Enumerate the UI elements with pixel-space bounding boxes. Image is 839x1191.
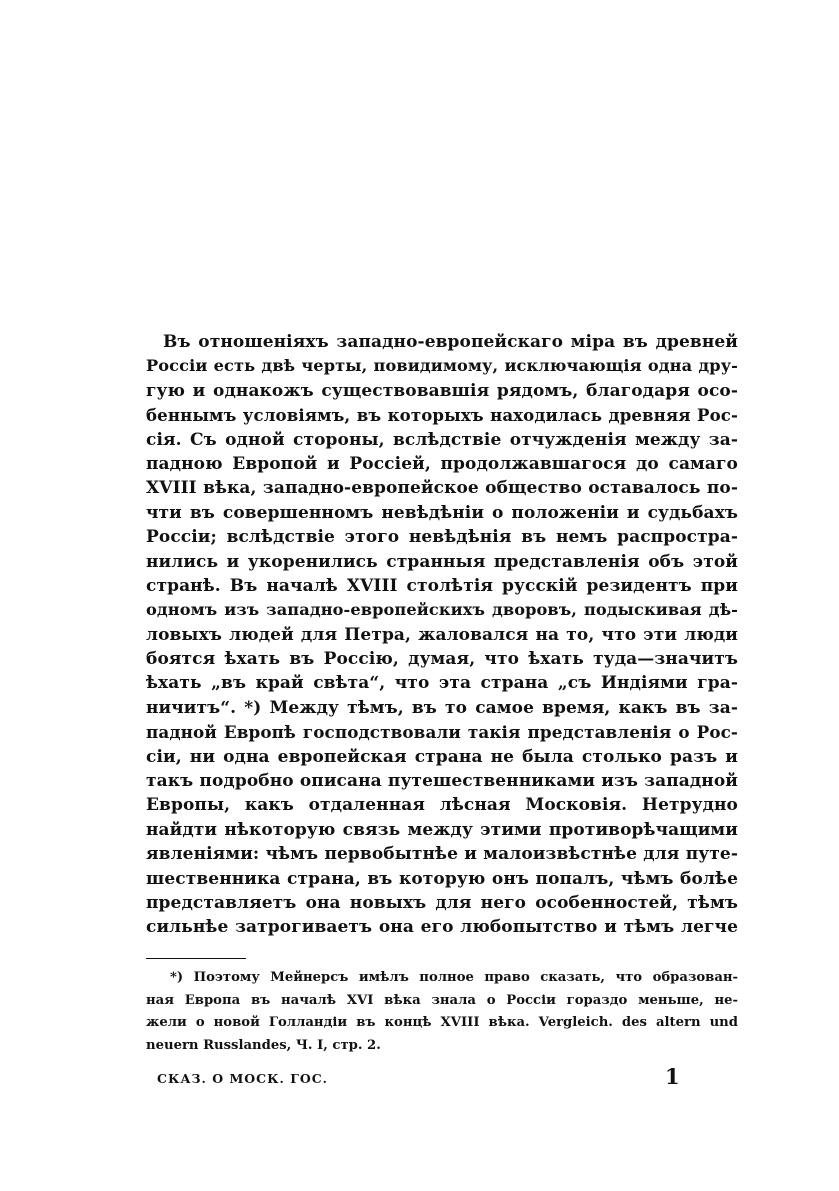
text-line: Россіи; вслѣдствіе этого невѣдѣнія въ немъ распростра- <box>146 527 738 548</box>
text-line: XVIII вѣка, западно-европейское общество оставалось по- <box>146 478 738 499</box>
text-line: гую и однакожъ существовавшія рядомъ, благодаря осо- <box>146 380 738 401</box>
text-line: такъ подробно описана путешественниками изъ западной <box>146 771 738 792</box>
text-line: сильнѣе затрогиваетъ она его любопытство и тѣмъ легче <box>146 917 738 938</box>
page-number: 1 <box>665 1064 680 1089</box>
text-line: падной Европѣ господствовали такія представленія о Рос- <box>146 722 738 743</box>
text-line: шественника страна, въ которую онъ попалъ, чѣмъ болѣе <box>146 868 738 889</box>
footnote <box>146 967 738 1057</box>
text-line: нились и укоренились странныя представленія объ этой <box>146 551 738 572</box>
text-line: Въ отношеніяхъ западно-европейскаго міра въ древней <box>163 332 738 352</box>
footnote-line: ная Европа въ началѣ XVI вѣка знала о Россіи гораздо меньше, не- <box>146 992 738 1008</box>
text-line: найдти нѣкоторую связь между этими противорѣчащими <box>146 819 738 840</box>
text-line: Россіи есть двѣ черты, повидимому, исключающія одна дру- <box>146 356 738 376</box>
text-line: боятся ѣхать въ Россію, думая, что ѣхать туда—значитъ <box>146 649 738 670</box>
text-line: беннымъ условіямъ, въ которыхъ находилась древняя Рос- <box>146 405 738 426</box>
text-line: сіи, ни одна европейская страна не была столько разъ и <box>146 746 738 767</box>
text-line: ничитъ“. *) Между тѣмъ, въ то самое время, какъ въ за- <box>146 697 738 718</box>
signature-mark: СКАЗ. О МОСК. ГОС. <box>157 1071 329 1086</box>
footnote-divider <box>146 958 246 959</box>
text-line: сія. Съ одной стороны, вслѣдствіе отчужденія между за- <box>146 429 738 450</box>
footnote-line: жели о новой Голландіи въ концѣ XVIII вѣка. Vergleich. des altern und <box>146 1015 738 1030</box>
text-line: чти въ совершенномъ невѣдѣніи о положеніи и судьбахъ <box>146 502 738 523</box>
main-text <box>146 330 738 940</box>
text-line: странѣ. Въ началѣ XVIII столѣтія русскій резидентъ при <box>146 575 738 596</box>
text-line: падною Европой и Россіей, продолжавшагося до самаго <box>146 453 738 474</box>
footnote-line: *) Поэтому Мейнерсъ имѣлъ полное право сказать, что образован- <box>170 970 738 985</box>
text-line: ловыхъ людей для Петра, жаловался на то, что эти люди <box>146 624 738 645</box>
text-line: представляетъ она новыхъ для него особенностей, тѣмъ <box>146 892 738 913</box>
text-line: одномъ изъ западно-европейскихъ дворовъ, подыскивая дѣ- <box>146 600 738 620</box>
text-line: Европы, какъ отдаленная лѣсная Московія. Нетрудно <box>146 795 738 816</box>
footnote-line: neuern Russlandes, Ч. I, стр. 2. <box>146 1037 381 1053</box>
text-line: ѣхать „въ край свѣта“, что эта страна „съ Индіями гра- <box>146 673 738 694</box>
text-line: явленіями: чѣмъ первобытнѣе и малоизвѣстнѣе для путе- <box>146 844 738 865</box>
